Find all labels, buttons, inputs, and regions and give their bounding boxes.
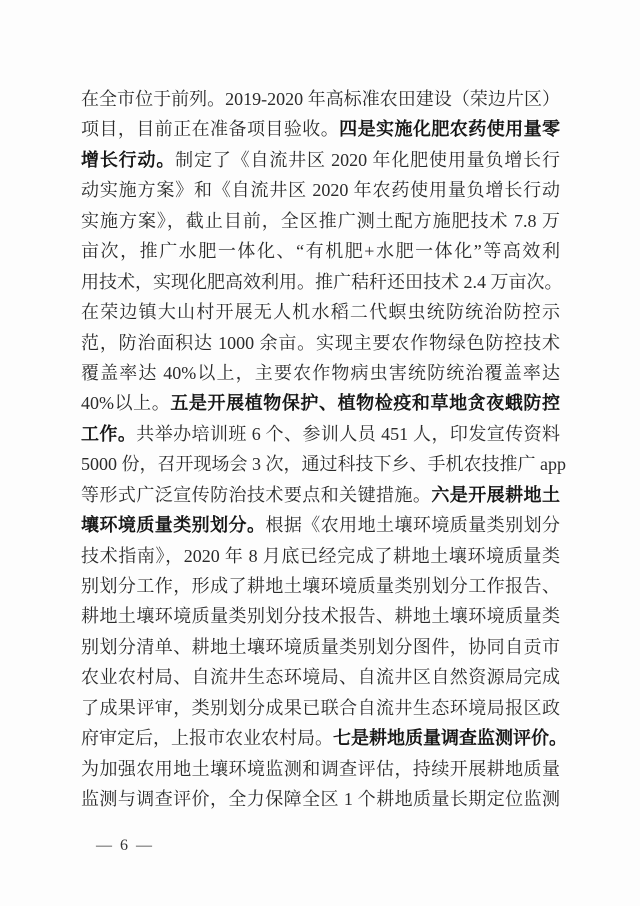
text-line [81, 449, 566, 479]
body-text: 共举办培训班 6 个、参训人员 451 人，印发宣传资料 [136, 423, 561, 444]
body-text: 府审定后，上报市农业农村局。 [81, 728, 333, 749]
text-line [81, 784, 560, 814]
text-line [81, 601, 560, 631]
emphasis-text: 壤环境质量类别划分。 [81, 515, 266, 536]
body-text: 等形式广泛宣传防治技术要点和关键措施。 [81, 484, 432, 505]
text-line [81, 297, 560, 327]
emphasis-text: 七是耕地质量调查监测评价。 [333, 728, 567, 749]
body-text: 为加强农用地土壤环境监测和调查评估，持续开展耕地质量 [81, 758, 560, 779]
body-text: 农业农村局、自流井生态环境局、自流井区自然资源局完成 [81, 667, 560, 688]
text-line [81, 358, 560, 388]
text-line [81, 206, 560, 236]
page-number: — 6 — [96, 837, 154, 854]
body-text: 在荣边镇大山村开展无人机水稻二代螟虫统防统治防控示 [81, 302, 560, 323]
body-text: 项目，目前正在准备项目验收。 [81, 119, 340, 140]
text-line [81, 510, 560, 540]
body-text: 别划分工作，形成了耕地土壤环境质量类别划分工作报告、 [81, 576, 560, 596]
text-line [81, 175, 560, 205]
text-line [81, 693, 560, 723]
body-text: 5000 份，召开现场会 3 次，通过科技下乡、手机农技推广 app [81, 454, 566, 475]
emphasis-text: 增长行动。 [81, 149, 176, 170]
text-line [81, 662, 560, 692]
body-text: 范，防治面积达 1000 余亩。实现主要农作物绿色防控技术 [81, 332, 560, 353]
text-line [81, 571, 560, 601]
body-text: 实施方案》，截止目前，全区推广测土配方施肥技术 7.8 万 [81, 210, 560, 231]
text-line [81, 236, 560, 266]
body-text: 40%以上。 [81, 393, 171, 414]
text-line [81, 114, 560, 144]
text-line [81, 754, 560, 784]
text-line [81, 267, 563, 297]
body-text: 技术指南》，2020 年 8 月底已经完成了耕地土壤环境质量类 [81, 545, 560, 566]
body-text: 别划分清单、耕地土壤环境质量类别划分图件，协同自贡市 [81, 636, 560, 657]
body-text: 制定了《自流井区 2020 年化肥使用量负增长行 [175, 149, 561, 170]
emphasis-text: 四是实施化肥农药使用量零 [339, 119, 561, 140]
body-text: 动实施方案》和《自流井区 2020 年农药使用量负增长行动 [81, 180, 560, 201]
body-text: 根据《农用地土壤环境质量类别划分 [265, 515, 561, 536]
emphasis-text: 工作。 [81, 423, 137, 444]
text-line [81, 388, 560, 418]
body-text: 了成果评审，类别划分成果已联合自流井生态环境局报区政 [81, 697, 560, 718]
body-text: 监测与调查评价，全力保障全区 1 个耕地质量长期定位监测 [81, 789, 560, 810]
body-text: 耕地土壤环境质量类别划分技术报告、耕地土壤环境质量类 [81, 606, 560, 627]
text-line [81, 723, 567, 753]
body-text: 覆盖率达 40%以上，主要农作物病虫害统防统治覆盖率达 [81, 362, 560, 383]
emphasis-text: 五是开展植物保护、植物检疫和草地贪夜蛾防控 [170, 393, 560, 414]
body-text: 亩次，推广水肥一体化、“有机肥+水肥一体化”等高效利 [81, 241, 560, 262]
text-line [81, 480, 560, 510]
body-text: 用技术，实现化肥高效利用。推广秸秆还田技术 2.4 万亩次。 [81, 271, 563, 292]
text-line [81, 145, 560, 175]
text-line [81, 632, 560, 662]
body-text: 在全市位于前列。2019-2020 年高标准农田建设（荣边片区） [81, 89, 560, 109]
text-line [81, 541, 560, 571]
text-line [81, 419, 560, 449]
document-lines [81, 84, 567, 815]
text-line [81, 84, 560, 114]
emphasis-text: 六是开展耕地土 [431, 484, 560, 505]
text-line [81, 328, 560, 358]
